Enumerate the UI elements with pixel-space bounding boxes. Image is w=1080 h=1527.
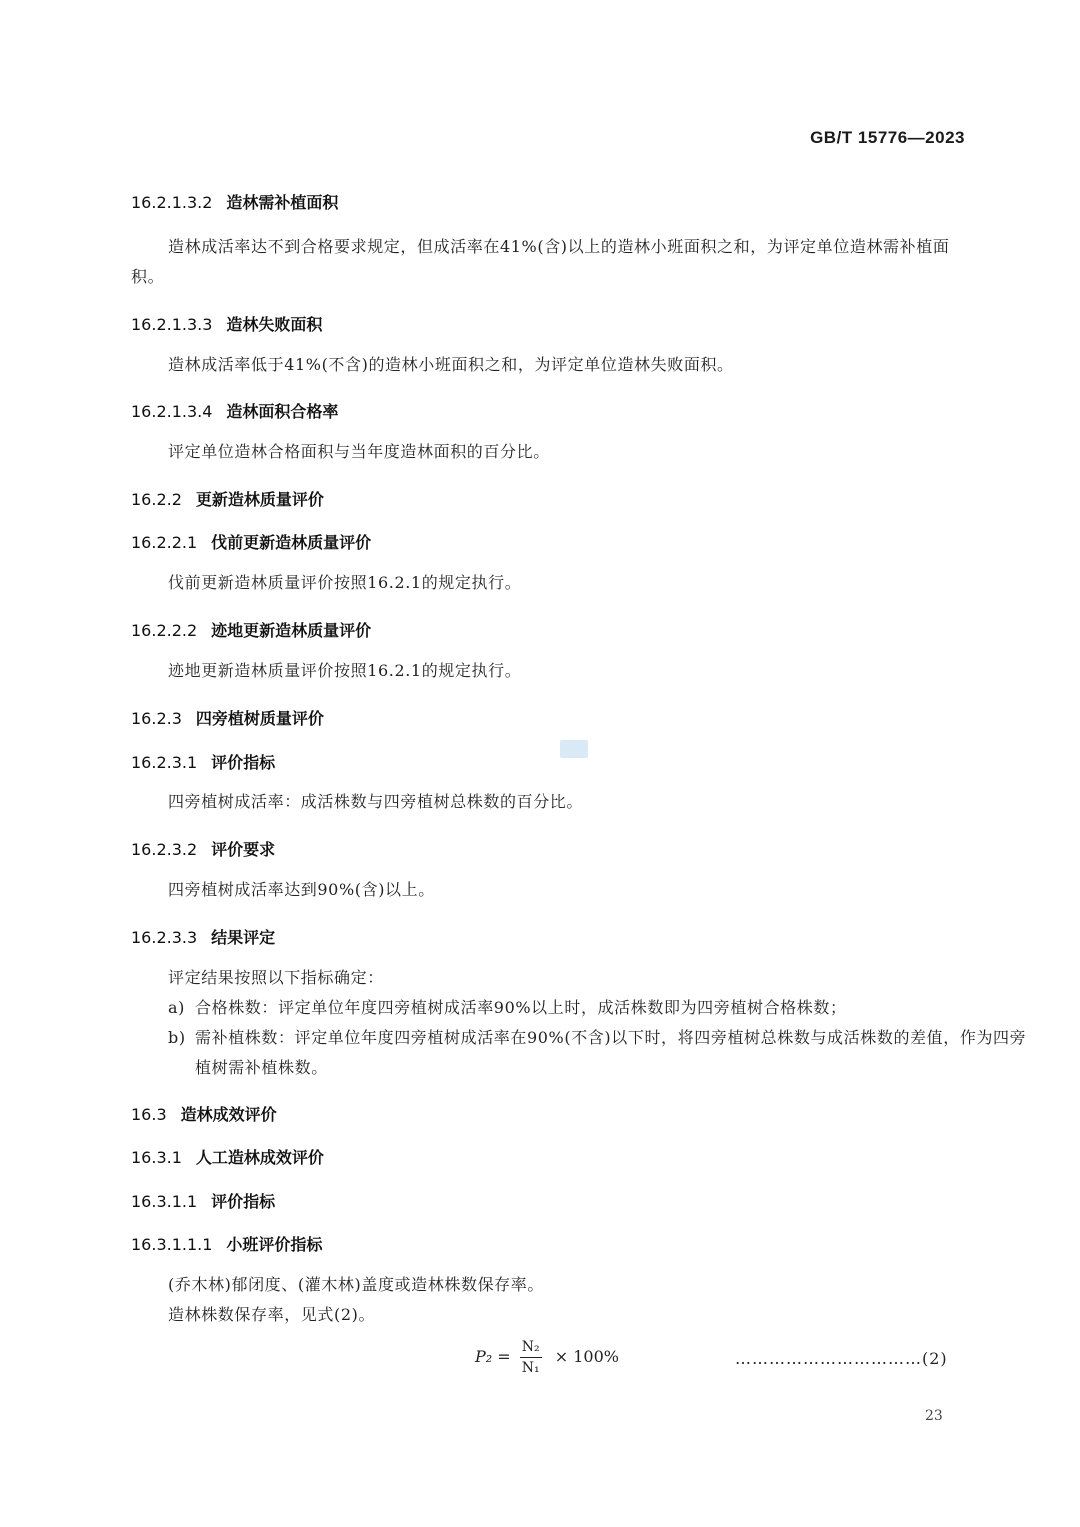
heading-16-2-3-2: 16.2.3.2 评价要求 — [131, 840, 276, 859]
paragraph: 造林成活率低于41%(不含)的造林小班面积之和，为评定单位造林失败面积。 — [168, 355, 734, 374]
heading-16-3-1-1-1: 16.3.1.1.1 小班评价指标 — [131, 1235, 323, 1254]
sac-watermark-logo — [560, 740, 588, 758]
heading-16-2-1-3-2: 16.2.1.3.2 造林需补植面积 — [131, 193, 339, 212]
list-item-b — [131, 1023, 1029, 1083]
heading-16-2-1-3-3: 16.2.1.3.3 造林失败面积 — [131, 315, 323, 334]
list-item-a — [131, 993, 1029, 1023]
heading-16-2-2-1: 16.2.2.1 伐前更新造林质量评价 — [131, 533, 372, 552]
formula-2 — [475, 1337, 619, 1378]
paragraph: 伐前更新造林质量评价按照16.2.1的规定执行。 — [168, 573, 522, 592]
list-marker: a) — [168, 998, 185, 1017]
heading-16-2-3-1: 16.2.3.1 评价指标 — [131, 753, 276, 772]
heading-16-3-1-1: 16.3.1.1 评价指标 — [131, 1192, 276, 1211]
standard-code: GB/T 15776—2023 — [810, 128, 965, 147]
formula-fraction — [520, 1337, 542, 1378]
heading-16-2-2-2: 16.2.2.2 迹地更新造林质量评价 — [131, 621, 372, 640]
list-marker: b) — [168, 1028, 186, 1047]
paragraph: (乔木林)郁闭度、(灌木林)盖度或造林株数保存率。 — [168, 1275, 544, 1294]
paragraph: 评定结果按照以下指标确定： — [168, 968, 384, 987]
heading-16-2-1-3-4: 16.2.1.3.4 造林面积合格率 — [131, 402, 339, 421]
paragraph: 四旁植树成活率：成活株数与四旁植树总株数的百分比。 — [168, 792, 584, 811]
formula-lhs: P₂ = — [475, 1347, 511, 1366]
heading-16-3: 16.3 造林成效评价 — [131, 1105, 277, 1124]
heading-16-2-2: 16.2.2 更新造林质量评价 — [131, 490, 324, 509]
formula-rhs: × 100% — [554, 1347, 619, 1366]
page-number: 23 — [925, 1408, 943, 1424]
paragraph: 造林成活率达不到合格要求规定，但成活率在41%(含)以上的造林小班面积之和，为评定单位造林需补植面积。 — [131, 237, 950, 286]
list-item-text: 需补植株数：评定单位年度四旁植树成活率在90%(不含)以下时，将四旁植树总株数与成活株数的差值，作为四旁植树需补植株数。 — [195, 1028, 1027, 1077]
heading-16-3-1: 16.3.1 人工造林成效评价 — [131, 1148, 324, 1167]
heading-16-2-3: 16.2.3 四旁植树质量评价 — [131, 709, 324, 728]
paragraph: 四旁植树成活率达到90%(含)以上。 — [168, 880, 435, 899]
paragraph: 评定单位造林合格面积与当年度造林面积的百分比。 — [168, 442, 550, 461]
heading-16-2-3-3: 16.2.3.3 结果评定 — [131, 928, 276, 947]
list-item-text: 合格株数：评定单位年度四旁植树成活率90%以上时，成活株数即为四旁植树合格株数； — [195, 998, 847, 1017]
formula-numerator: N₂ — [520, 1337, 542, 1358]
formula-denominator: N₁ — [521, 1360, 540, 1376]
equation-number: ……………………………(2) — [735, 1349, 948, 1368]
paragraph: 迹地更新造林质量评价按照16.2.1的规定执行。 — [168, 661, 522, 680]
paragraph: 造林株数保存率，见式(2)。 — [168, 1305, 376, 1324]
